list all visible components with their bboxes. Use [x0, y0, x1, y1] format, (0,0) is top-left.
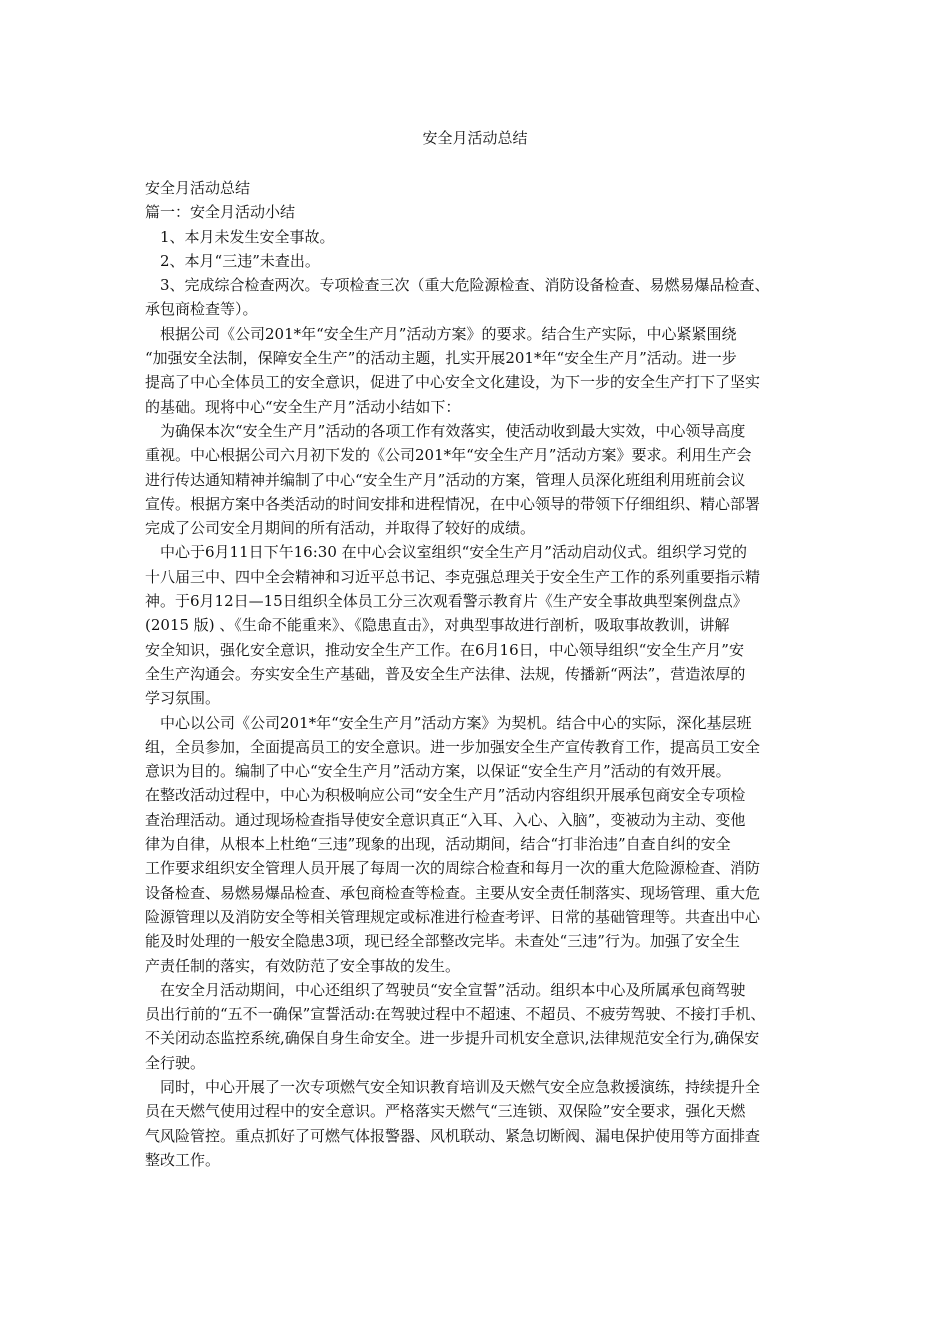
text-line: 完成了公司安全月期间的所有活动，并取得了较好的成绩。	[145, 519, 536, 538]
text-line: 员在天燃气使用过程中的安全意识。严格落实天燃气“三连锁、双保险”安全要求，强化天燃	[145, 1102, 746, 1121]
text-line: 气风险管控。重点抓好了可燃气体报警器、风机联动、紧急切断阀、漏电保护使用等方面排查	[145, 1126, 761, 1145]
text-line: 工作要求组织安全管理人员开展了每周一次的周综合检查和每月一次的重大危险源检查、消防	[145, 859, 761, 878]
text-line: 十八届三中、四中全会精神和习近平总书记、李克强总理关于安全生产工作的系列重要指示精	[145, 567, 761, 586]
text-line: 学习氛围。	[145, 689, 221, 708]
text-line: 安全知识，强化安全意识，推动安全生产工作。在6月16日，中心领导组织“安全生产月”安	[145, 640, 744, 659]
text-line: 在整改活动过程中，中心为积极响应公司“安全生产月”活动内容组织开展承包商安全专项检	[145, 786, 746, 805]
document-title: 安全月活动总结	[422, 129, 528, 147]
text-line: 全生产沟通会。夯实安全生产基础，普及安全生产法律、法规，传播新“两法”，营造浓厚的	[145, 664, 746, 683]
text-line: 2、本月“三违”未查出。	[160, 251, 320, 270]
text-line: 宣传。根据方案中各类活动的时间安排和进程情况，在中心领导的带领下仔细组织、精心部署	[145, 494, 761, 513]
text-line: 提高了中心全体员工的安全意识，促进了中心安全文化建设，为下一步的安全生产打下了坚实	[145, 373, 761, 392]
text-line: 组，全员参加，全面提高员工的安全意识。进一步加强安全生产宣传教育工作，提高员工安全	[145, 737, 761, 756]
text-line: 承包商检查等）。	[145, 300, 258, 319]
text-line: 根据公司《公司201*年“安全生产月”活动方案》的要求。结合生产实际，中心紧紧围绕	[160, 324, 737, 343]
document-body	[145, 176, 809, 1172]
text-line: 设备检查、易燃易爆品检查、承包商检查等检查。主要从安全责任制落实、现场管理、重大危	[145, 883, 761, 902]
text-line: 神。于6月12日—15日组织全体员工分三次观看警示教育片《生产安全事故典型案例盘点》	[145, 592, 748, 611]
text-line: 在安全月活动期间，中心还组织了驾驶员“安全宣誓”活动。组织本中心及所属承包商驾驶	[160, 980, 746, 999]
text-line: 安全月活动总结	[145, 179, 251, 197]
text-line: 中心于6月11日下午16:30 在中心会议室组织“安全生产月”活动启动仪式。组织学习党的	[160, 543, 747, 562]
text-line: “加强安全法制，保障安全生产”的活动主题，扎实开展201*年“安全生产月”活动。进一步	[145, 349, 737, 368]
text-line: 能及时处理的一般安全隐患3项，现已经全部整改完毕。未查处“三违”行为。加强了安全生	[145, 932, 740, 951]
text-line: 整改工作。	[145, 1150, 221, 1169]
text-line: 进行传达通知精神并编制了中心“安全生产月”活动的方案，管理人员深化班组利用班前会议	[145, 470, 746, 489]
text-line: 意识为目的。编制了中心“安全生产月”活动方案，以保证“安全生产月”活动的有效开展。	[145, 762, 731, 781]
text-line: 产责任制的落实，有效防范了安全事故的发生。	[145, 956, 461, 975]
text-line: 险源管理以及消防安全等相关管理规定或标准进行检查考评、日常的基础管理等。共查出中心	[145, 907, 761, 926]
text-line: 3、完成综合检查两次。专项检查三次（重大危险源检查、消防设备检查、易燃易爆品检查、	[160, 276, 770, 295]
text-line: 为确保本次“安全生产月”活动的各项工作有效落实，使活动收到最大实效，中心领导高度	[160, 421, 746, 440]
text-line: 员出行前的“五不一确保”宣誓活动:在驾驶过程中不超速、不超员、不疲劳驾驶、不接打手机、	[145, 1005, 766, 1024]
text-line: 篇一：安全月活动小结	[145, 203, 296, 222]
text-line: 1、本月未发生安全事故。	[160, 227, 335, 246]
text-line: 查治理活动。通过现场检查指导使安全意识真正“入耳、入心、入脑”，变被动为主动、变他	[145, 810, 746, 829]
text-line: (2015 版) 、《生命不能重来》、《隐患直击》，对典型事故进行剖析，吸取事故教训，讲解	[145, 616, 730, 635]
text-line: 不关闭动态监控系统,确保自身生命安全。进一步提升司机安全意识,法律规范安全行为,确保安	[145, 1029, 760, 1048]
text-line: 中心以公司《公司201*年“安全生产月”活动方案》为契机。结合中心的实际，深化基层班	[160, 713, 752, 732]
text-line: 的基础。现将中心“安全生产月”活动小结如下：	[145, 397, 461, 416]
text-line: 同时，中心开展了一次专项燃气安全知识教育培训及天燃气安全应急救援演练，持续提升全	[160, 1077, 761, 1096]
text-line: 全行驶。	[145, 1053, 206, 1072]
text-line: 律为自律，从根本上杜绝“三违”现象的出现，活动期间，结合“打非治违”自查自纠的安全	[145, 835, 731, 854]
text-line: 重视。中心根据公司六月初下发的《公司201*年“安全生产月”活动方案》要求。利用生产会	[145, 446, 752, 465]
